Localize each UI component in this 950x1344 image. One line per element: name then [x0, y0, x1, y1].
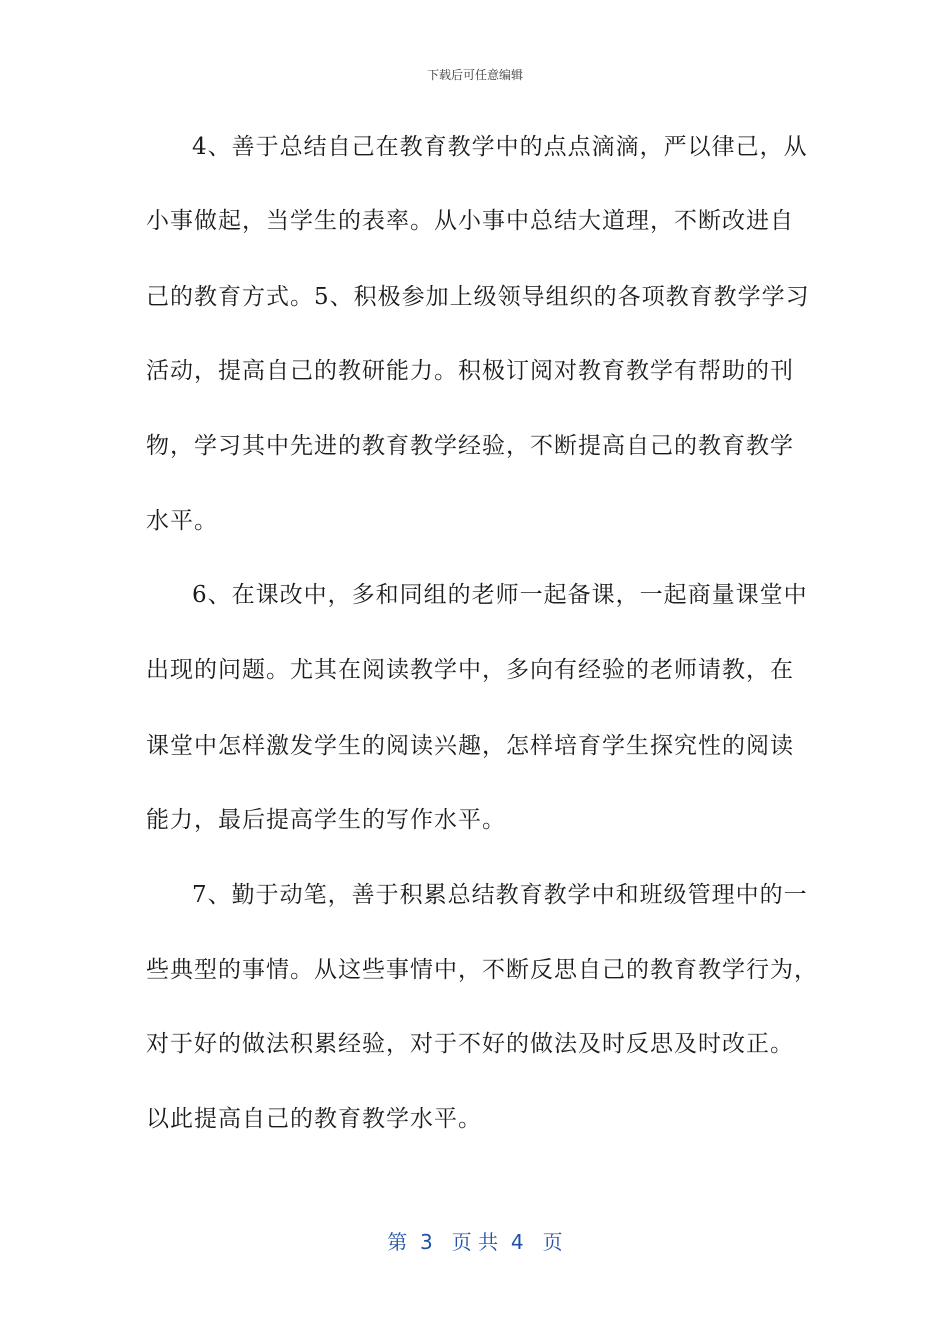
paragraph-6-line-3: 课堂中怎样激发学生的阅读兴趣，怎样培育学生探究性的阅读	[146, 733, 794, 759]
paragraph-6-line-1: 6、在课改中，多和同组的老师一起备课，一起商量课堂中	[192, 582, 808, 608]
paragraph-5-line-3: 水平。	[146, 508, 218, 534]
paragraph-7-line-1: 7、勤于动笔，善于积累总结教育教学中和班级管理中的一	[192, 882, 808, 908]
paragraph-6-line-4: 能力，最后提高学生的写作水平。	[146, 807, 506, 833]
paragraph-6-line-2: 出现的问题。尤其在阅读教学中，多向有经验的老师请教，在	[146, 657, 794, 683]
paragraph-7-line-2: 些典型的事情。从这些事情中，不断反思自己的教育教学行为，	[146, 957, 818, 983]
header-note: 下载后可任意编辑	[426, 68, 523, 82]
paragraph-7-line-3: 对于好的做法积累经验，对于不好的做法及时反思及时改正。	[146, 1031, 794, 1057]
paragraph-4-line-1: 4、善于总结自己在教育教学中的点点滴滴，严以律己，从	[192, 134, 808, 160]
paragraph-4-line-3: 己的教育方式。5、积极参加上级领导组织的各项教育教学学习	[146, 284, 810, 310]
paragraph-4-line-2: 小事做起，当学生的表率。从小事中总结大道理，不断改进自	[146, 208, 794, 234]
page-number-footer: 第 3 页 共 4 页	[387, 1230, 563, 1254]
paragraph-7-line-4: 以此提高自己的教育教学水平。	[146, 1106, 482, 1132]
paragraph-5-line-1: 活动，提高自己的教研能力。积极订阅对教育教学有帮助的刊	[146, 358, 794, 384]
paragraph-5-line-2: 物，学习其中先进的教育教学经验，不断提高自己的教育教学	[146, 433, 794, 459]
